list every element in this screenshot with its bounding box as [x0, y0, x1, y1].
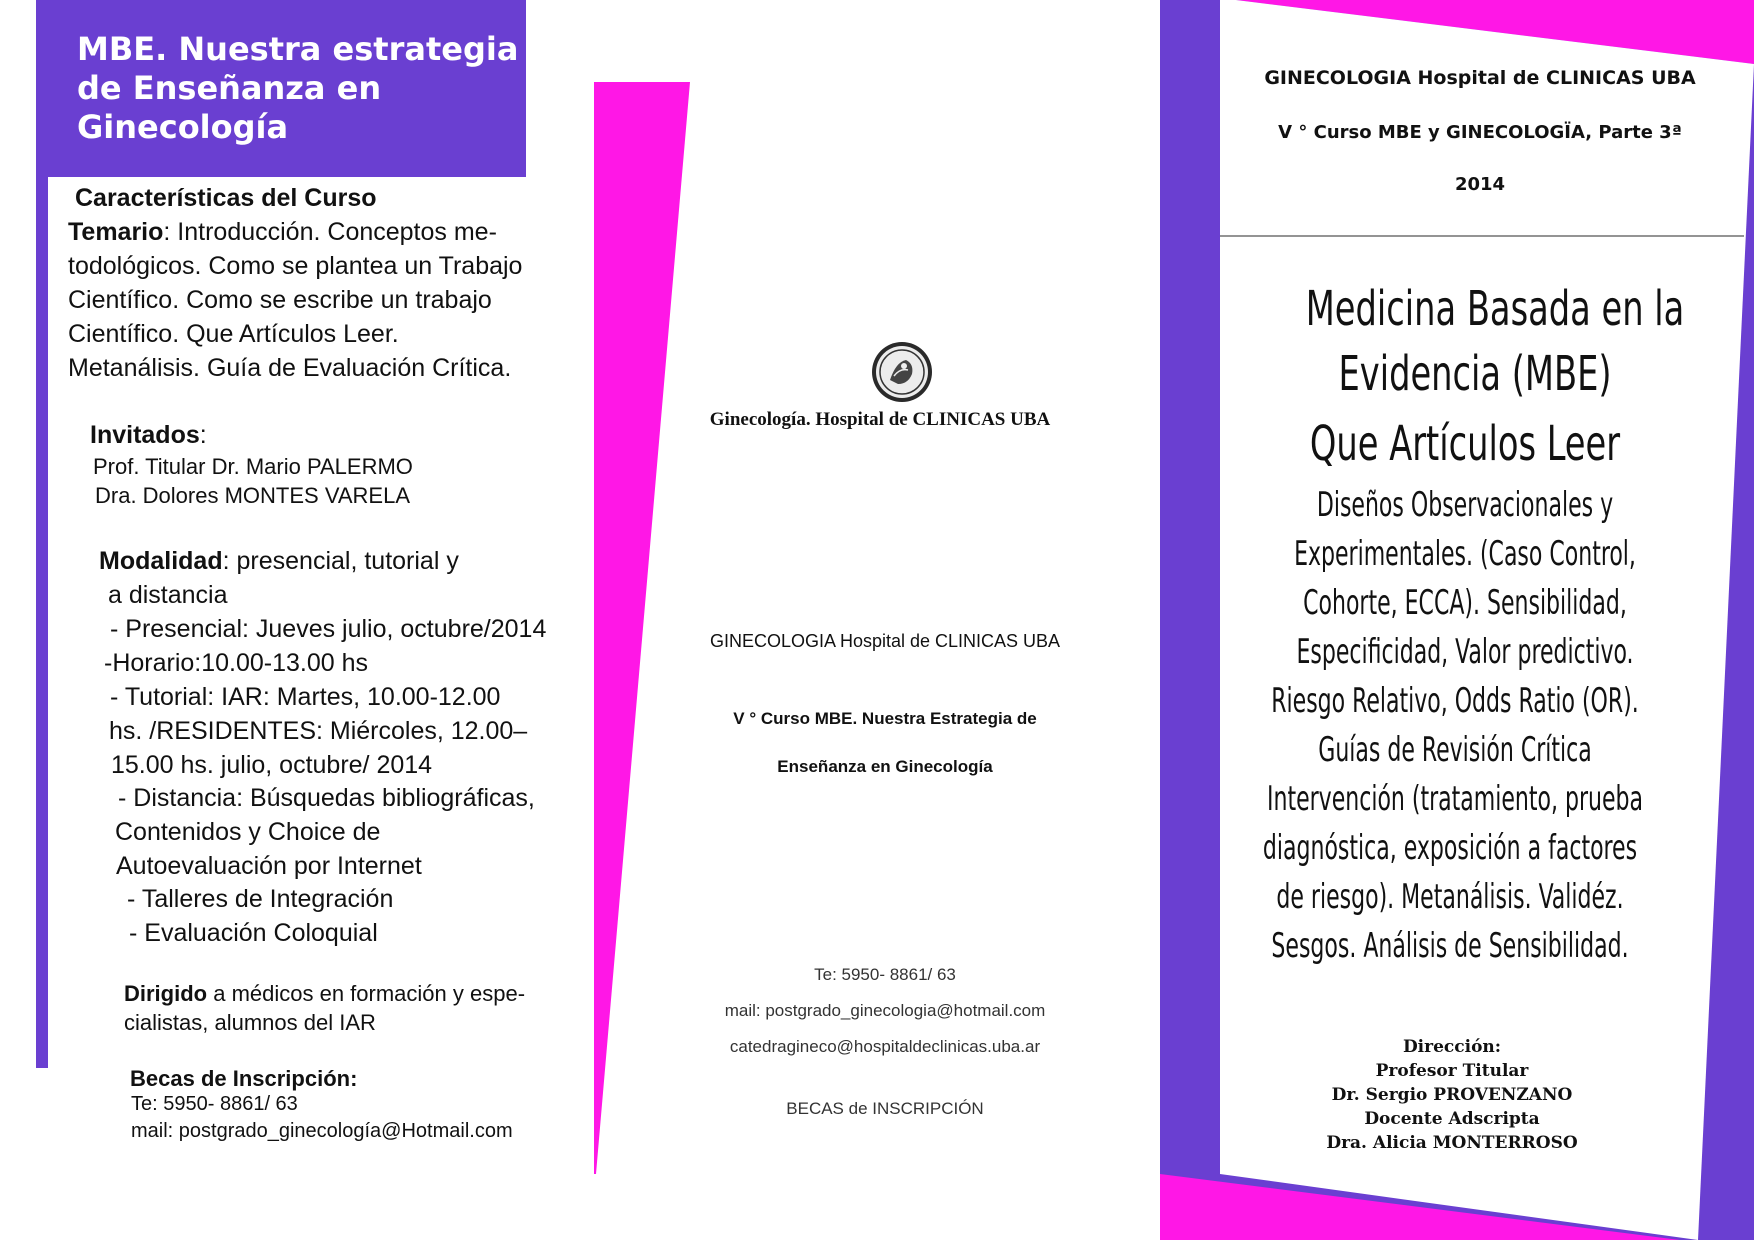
left-title: [77, 30, 518, 147]
direccion-line: Profesor Titular: [1375, 1061, 1529, 1081]
right-title-line: Evidencia (MBE): [1338, 346, 1612, 402]
left-title-line: de Enseñanza en: [77, 69, 382, 107]
middle-logo-caption: Ginecología. Hospital de CLINICAS UBA: [709, 409, 1051, 430]
temario-text: : Introducción. Conceptos me-: [163, 218, 497, 246]
becas-line: Te: 5950- 8861/ 63: [131, 1093, 298, 1115]
modalidad-line: [99, 545, 459, 579]
right-body-line: Especificidad, Valor predictivo.: [1296, 632, 1634, 672]
middle-curso-line: V ° Curso MBE. Nuestra Estrategia de: [733, 709, 1037, 728]
modalidad-text: : presencial, tutorial y: [222, 547, 459, 575]
modalidad-label: Modalidad: [99, 547, 223, 575]
right-title-line: Medicina Basada en la: [1305, 281, 1685, 337]
modalidad-line: 15.00 hs. julio, octubre/ 2014: [111, 751, 433, 779]
direccion-line: Dirección:: [1402, 1037, 1502, 1057]
dirigido-line: [124, 979, 525, 1008]
middle-becas: BECAS de INSCRIPCIÓN: [786, 1099, 984, 1118]
middle-mail2[interactable]: catedragineco@hospitaldeclinicas.uba.ar: [729, 1037, 1041, 1056]
dirigido-text: a médicos en formación y espe-: [207, 981, 526, 1006]
temario-line: todológicos. Como se plantea un Trabajo: [68, 252, 523, 280]
middle-curso-line: Enseñanza en Ginecología: [777, 757, 993, 776]
dirigido-line: cialistas, alumnos del IAR: [124, 1010, 376, 1035]
right-header-hospital: GINECOLOGIA Hospital de CLINICAS UBA: [1264, 67, 1696, 89]
invitados-heading: Invitados:: [90, 421, 207, 449]
modalidad-line: - Distancia: Búsquedas bibliográficas,: [118, 784, 535, 812]
right-body-line: Sesgos. Análisis de Sensibilidad.: [1271, 926, 1629, 966]
right-header-year: 2014: [1454, 174, 1506, 195]
direccion-line: Docente Adscripta: [1364, 1109, 1540, 1129]
modalidad-line: - Talleres de Integración: [127, 885, 394, 913]
modalidad-line: Autoevaluación por Internet: [116, 852, 422, 880]
left-title-line: MBE. Nuestra estrategia: [77, 30, 519, 68]
invitado-item: Prof. Titular Dr. Mario PALERMO: [93, 454, 413, 479]
middle-tel: Te: 5950- 8861/ 63: [814, 965, 956, 984]
becas-line: mail: postgrado_ginecología@Hotmail.com: [131, 1120, 513, 1142]
becas-heading: [130, 1064, 357, 1093]
left-title-line: Ginecología: [77, 108, 289, 146]
right-title-line: Que Artículos Leer: [1309, 416, 1621, 472]
right-body-line: Guías de Revisión Crítica: [1318, 730, 1592, 770]
direccion-line: Dra. Alicia MONTERROSO: [1326, 1133, 1578, 1153]
modalidad-line: - Evaluación Coloquial: [129, 919, 378, 947]
modalidad-line: -Horario:10.00-13.00 hs: [104, 649, 369, 677]
left-title-box: [48, 0, 526, 177]
modalidad-line: Contenidos y Choice de: [115, 818, 381, 846]
modalidad-line: - Tutorial: IAR: Martes, 10.00-12.00: [110, 683, 501, 711]
temario-line: Metanálisis. Guía de Evaluación Crítica.: [68, 354, 512, 382]
middle-hospital: GINECOLOGIA Hospital de CLINICAS UBA: [709, 631, 1061, 651]
modalidad-line: - Presencial: Jueves julio, octubre/2014: [110, 615, 547, 643]
caracteristicas-heading: [75, 182, 377, 216]
modalidad-line: hs. /RESIDENTES: Miércoles, 12.00–: [109, 717, 528, 745]
dirigido-label: Dirigido: [124, 981, 208, 1006]
right-body-line: de riesgo). Metanálisis. Validéz.: [1276, 877, 1624, 917]
caracteristicas-label: Características del Curso: [75, 184, 377, 212]
invitados-label: Invitados: [90, 421, 200, 449]
right-body-line: diagnóstica, exposición a factores: [1262, 828, 1638, 868]
direccion-line: Dr. Sergio PROVENZANO: [1331, 1085, 1573, 1105]
temario-line: Científico. Que Artículos Leer.: [68, 320, 399, 348]
right-body-line: Experimentales. (Caso Control,: [1294, 534, 1636, 574]
right-body-line: Riesgo Relativo, Odds Ratio (OR).: [1271, 681, 1639, 721]
right-body-line: Diseños Observacionales y: [1316, 485, 1614, 525]
right-body-line: Cohorte, ECCA). Sensibilidad,: [1303, 583, 1627, 623]
temario-line: [68, 216, 497, 250]
temario-label: Temario: [68, 218, 164, 246]
becas-label: Becas de Inscripción:: [130, 1066, 358, 1091]
modalidad-line: a distancia: [108, 581, 228, 609]
right-header-course: V ° Curso MBE y GINECOLOGÏA, Parte 3ª: [1278, 122, 1682, 143]
left-accent-bar: [36, 0, 48, 1068]
invitado-item: Dra. Dolores MONTES VARELA: [95, 483, 411, 508]
middle-mail[interactable]: mail: postgrado_ginecologia@hotmail.com: [724, 1001, 1046, 1020]
hospital-seal-icon: [870, 340, 934, 404]
temario-line: Científico. Como se escribe un trabajo: [68, 286, 492, 314]
right-body-line: Intervención (tratamiento, prueba: [1267, 779, 1643, 819]
